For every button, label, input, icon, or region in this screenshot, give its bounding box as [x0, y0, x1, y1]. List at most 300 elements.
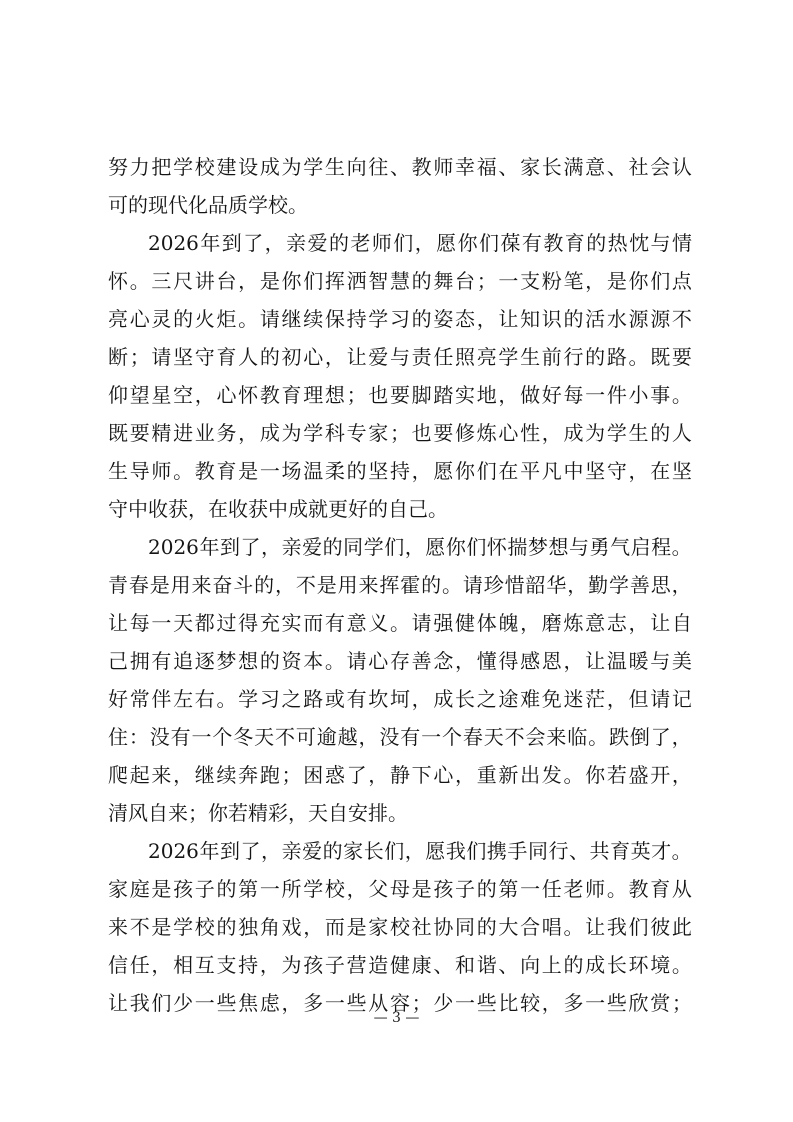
- text-segment: 教: [259, 383, 280, 407]
- text-segment: 开: [650, 763, 671, 787]
- text-segment: 一: [191, 725, 212, 749]
- text-segment: 在: [498, 459, 519, 483]
- text-segment: 理: [303, 383, 324, 407]
- text-segment: ，: [498, 383, 519, 407]
- text-segment: 了: [650, 725, 671, 749]
- text-segment: 要: [671, 345, 692, 369]
- text-segment: 静: [389, 763, 410, 787]
- text-segment: 勤: [588, 573, 609, 597]
- text-segment: 愿: [425, 535, 446, 559]
- text-segment: 有: [170, 725, 191, 749]
- text-segment: 请: [462, 573, 483, 597]
- text-segment: 向: [520, 953, 541, 977]
- text-segment: 意: [346, 611, 367, 635]
- text-segment: 启: [630, 535, 651, 559]
- text-segment: 协: [433, 915, 454, 939]
- text-segment: 意: [585, 155, 606, 179]
- text-segment: ，: [173, 763, 194, 787]
- text-segment: 师: [371, 231, 392, 255]
- text-segment: 一: [585, 383, 606, 407]
- text-segment: 之: [476, 687, 497, 711]
- text-segment: 断: [108, 345, 128, 369]
- text-segment: 。: [216, 687, 237, 711]
- text-segment: 学: [606, 421, 627, 445]
- text-segment: 义: [368, 611, 389, 635]
- page-number: — 3 —: [373, 1010, 420, 1026]
- text-segment: 同: [527, 839, 548, 863]
- text-line: 清风自来；你若精彩，天自安排。: [108, 801, 408, 825]
- text-segment: 没: [149, 725, 170, 749]
- text-segment: 持: [346, 307, 367, 331]
- text-segment: 每: [129, 611, 150, 635]
- text-segment: 智: [368, 269, 389, 293]
- text-segment: 向: [346, 155, 367, 179]
- text-segment: ，: [261, 839, 282, 863]
- text-segment: 存: [389, 649, 410, 673]
- text-segment: ，: [303, 915, 324, 939]
- text-segment: ，: [151, 953, 172, 977]
- text-segment: 每: [563, 383, 584, 407]
- text-segment: 伴: [151, 687, 172, 711]
- text-segment: 学: [173, 915, 194, 939]
- text-segment: 做: [520, 383, 541, 407]
- text-segment: 年: [199, 535, 220, 559]
- text-segment: 学: [363, 535, 384, 559]
- text-segment: 努: [108, 155, 128, 179]
- text-segment: ，: [238, 269, 259, 293]
- text-segment: 让: [346, 345, 367, 369]
- text-segment: 路: [606, 345, 627, 369]
- text-segment: 人: [238, 345, 259, 369]
- text-segment: 跌: [609, 725, 629, 749]
- text-segment: 支: [520, 269, 541, 293]
- text-segment: ，: [476, 307, 497, 331]
- text-segment: 任: [541, 877, 562, 901]
- text-segment: 多: [303, 991, 324, 1015]
- text-segment: ，: [346, 877, 367, 901]
- text-segment: 到: [221, 231, 242, 255]
- text-segment: 2026: [148, 231, 199, 255]
- text-segment: 洒: [346, 269, 367, 293]
- text-segment: 。: [324, 649, 345, 673]
- text-segment: 。: [173, 459, 194, 483]
- text-segment: 进: [173, 421, 194, 445]
- text-segment: 己: [108, 649, 128, 673]
- text-segment: 社: [628, 155, 649, 179]
- text-segment: 是: [238, 459, 259, 483]
- text-segment: 得: [238, 611, 259, 635]
- text-segment: 专: [346, 421, 367, 445]
- text-segment: 续: [216, 763, 237, 787]
- text-segment: 葆: [500, 231, 521, 255]
- text-segment: 台: [216, 269, 237, 293]
- text-segment: 心: [433, 763, 454, 787]
- text-segment: 才: [651, 839, 672, 863]
- text-line: [108, 946, 692, 984]
- text-segment: 的: [476, 877, 497, 901]
- text-segment: 请: [411, 611, 432, 635]
- text-segment: 你: [445, 535, 466, 559]
- text-segment: 你: [628, 269, 649, 293]
- text-segment: 们: [384, 839, 405, 863]
- text-segment: 。: [563, 763, 584, 787]
- text-segment: 讲: [194, 269, 215, 293]
- text-segment: 成: [585, 953, 606, 977]
- text-segment: 幸: [455, 155, 475, 179]
- text-line: [108, 604, 692, 642]
- text-segment: 都: [194, 611, 215, 635]
- text-segment: 梦: [527, 535, 548, 559]
- text-segment: 要: [433, 421, 454, 445]
- text-segment: 坷: [389, 687, 410, 711]
- text-segment: 魄: [498, 611, 519, 635]
- text-segment: 感: [520, 649, 541, 673]
- text-segment: 逾: [316, 725, 337, 749]
- text-segment: 实: [281, 611, 302, 635]
- text-segment: ，: [628, 611, 649, 635]
- text-segment: 揣: [507, 535, 528, 559]
- text-segment: 教: [628, 877, 649, 901]
- text-segment: ，: [368, 763, 389, 787]
- text-segment: 一: [498, 269, 519, 293]
- text-segment: 一: [259, 459, 280, 483]
- text-segment: 临: [567, 725, 588, 749]
- text-segment: ，: [404, 535, 425, 559]
- text-line: [108, 148, 692, 186]
- text-segment: 善: [411, 649, 432, 673]
- text-segment: 行: [563, 345, 584, 369]
- text-segment: 实: [455, 383, 475, 407]
- text-segment: 惜: [504, 573, 525, 597]
- text-segment: 亮: [108, 307, 128, 331]
- text-segment: 导: [129, 459, 150, 483]
- text-segment: 爱: [307, 231, 328, 255]
- text-segment: 你: [455, 459, 475, 483]
- text-segment: 为: [281, 421, 302, 445]
- text-segment: 让: [585, 649, 606, 673]
- text-segment: 的: [346, 459, 367, 483]
- text-segment: 们: [393, 231, 414, 255]
- text-line: [108, 376, 692, 414]
- text-segment: 路: [303, 687, 324, 711]
- text-segment: 、: [389, 155, 410, 179]
- text-segment: 务: [216, 421, 237, 445]
- text-segment: 的: [585, 345, 606, 369]
- text-segment: 识: [541, 307, 562, 331]
- text-line: [108, 338, 692, 376]
- text-segment: 同: [455, 915, 475, 939]
- text-segment: ；: [671, 991, 692, 1015]
- text-segment: 右: [194, 687, 215, 711]
- text-segment: 健: [389, 953, 410, 977]
- text-segment: 育: [610, 839, 631, 863]
- text-segment: 跑: [259, 763, 280, 787]
- text-segment: 守: [606, 459, 627, 483]
- text-segment: 习: [389, 307, 410, 331]
- text-segment: 青: [108, 573, 128, 597]
- text-segment: 手: [507, 839, 528, 863]
- text-segment: 长: [541, 155, 562, 179]
- text-segment: 唱: [541, 915, 562, 939]
- text-segment: 第: [238, 877, 259, 901]
- text-segment: 霍: [400, 573, 421, 597]
- text-segment: 年: [200, 231, 221, 255]
- text-segment: 少: [173, 991, 194, 1015]
- text-segment: 温: [303, 459, 324, 483]
- text-segment: 。: [563, 915, 584, 939]
- text-segment: 健: [455, 611, 475, 635]
- text-segment: 活: [585, 307, 606, 331]
- text-segment: 也: [411, 421, 432, 445]
- text-segment: 师: [585, 877, 606, 901]
- text-segment: 要: [129, 421, 150, 445]
- text-segment: 育: [564, 231, 585, 255]
- text-segment: ；: [411, 991, 432, 1015]
- text-segment: 不: [671, 307, 692, 331]
- text-line: [108, 756, 692, 794]
- text-segment: 让: [650, 611, 671, 635]
- text-segment: ，: [567, 573, 588, 597]
- text-segment: 既: [650, 345, 671, 369]
- text-segment: 从: [368, 991, 389, 1015]
- text-segment: 家: [520, 155, 541, 179]
- text-segment: ，: [194, 383, 215, 407]
- text-segment: 少: [433, 991, 454, 1015]
- text-segment: 愿: [425, 839, 446, 863]
- text-segment: 姿: [433, 307, 454, 331]
- text-segment: 善: [629, 573, 650, 597]
- text-segment: 为: [281, 155, 302, 179]
- text-segment: 们: [384, 535, 405, 559]
- text-segment: 守: [194, 345, 215, 369]
- text-segment: 们: [628, 915, 649, 939]
- text-segment: 2026: [148, 839, 199, 863]
- text-segment: 茫: [585, 687, 606, 711]
- text-segment: 持: [389, 459, 410, 483]
- text-segment: 。: [671, 535, 692, 559]
- text-segment: 难: [520, 687, 541, 711]
- paragraph-start-line: [148, 224, 692, 262]
- text-segment: 生: [108, 459, 128, 483]
- text-segment: ；: [281, 763, 302, 787]
- text-segment: 倒: [629, 725, 650, 749]
- paragraph-start-line: [148, 832, 692, 870]
- text-segment: 不: [504, 725, 525, 749]
- text-segment: 们: [466, 535, 487, 559]
- text-segment: 。: [671, 839, 692, 863]
- text-segment: 赏: [650, 991, 671, 1015]
- text-segment: 是: [259, 269, 280, 293]
- text-segment: 成: [433, 687, 454, 711]
- text-segment: 炼: [476, 421, 497, 445]
- text-segment: 想: [324, 383, 345, 407]
- text-segment: 大: [498, 915, 519, 939]
- text-segment: 住: [108, 725, 128, 749]
- text-segment: 。: [671, 953, 692, 977]
- text-segment: 而: [324, 915, 345, 939]
- text-line: [108, 870, 692, 908]
- text-segment: 环: [628, 953, 649, 977]
- text-segment: ，: [455, 763, 475, 787]
- text-segment: 火: [194, 307, 215, 331]
- text-segment: 育: [281, 383, 302, 407]
- text-segment: 柔: [324, 459, 345, 483]
- text-segment: 好: [541, 383, 562, 407]
- text-segment: 。: [628, 345, 649, 369]
- text-segment: 好: [108, 687, 128, 711]
- text-segment: 学: [173, 155, 194, 179]
- text-segment: 挥: [324, 269, 345, 293]
- text-segment: 信: [108, 953, 128, 977]
- text-segment: 春: [462, 725, 483, 749]
- text-segment: 业: [194, 421, 215, 445]
- text-segment: ，: [563, 649, 584, 673]
- text-segment: 小: [628, 383, 649, 407]
- text-segment: 记: [671, 687, 692, 711]
- text-segment: 些: [476, 991, 497, 1015]
- text-segment: 容: [389, 991, 410, 1015]
- text-segment: 家: [343, 839, 364, 863]
- text-segment: 康: [411, 953, 432, 977]
- text-segment: 学: [238, 687, 259, 711]
- text-segment: 想: [548, 535, 569, 559]
- text-segment: 从: [671, 877, 692, 901]
- text-segment: 成: [259, 421, 280, 445]
- text-segment: 教: [411, 155, 432, 179]
- text-segment: 些: [346, 991, 367, 1015]
- text-segment: 一: [324, 991, 345, 1015]
- text-segment: 也: [368, 383, 389, 407]
- text-line: 守中收获，在收获中成就更好的自己。: [108, 497, 448, 521]
- text-segment: 天: [173, 611, 194, 635]
- text-segment: 任: [129, 953, 150, 977]
- text-segment: 的: [476, 915, 497, 939]
- text-segment: 是: [606, 269, 627, 293]
- text-segment: 任: [433, 345, 454, 369]
- text-segment: 意: [585, 611, 606, 635]
- text-segment: ，: [671, 725, 692, 749]
- text-segment: 长: [363, 839, 384, 863]
- text-segment: 心: [498, 421, 519, 445]
- text-segment: 粉: [541, 269, 562, 293]
- text-segment: 有: [346, 687, 367, 711]
- text-segment: 坚: [585, 459, 606, 483]
- text-segment: 忱: [629, 231, 650, 255]
- text-segment: 怀: [486, 535, 507, 559]
- text-segment: 是: [411, 877, 432, 901]
- text-segment: 是: [151, 915, 172, 939]
- text-segment: 们: [466, 839, 487, 863]
- text-segment: 怀: [108, 269, 128, 293]
- text-segment: 父: [368, 877, 389, 901]
- text-segment: 舞: [433, 269, 454, 293]
- text-segment: 老: [350, 231, 371, 255]
- text-segment: 比: [498, 991, 519, 1015]
- text-segment: 的: [421, 573, 442, 597]
- text-segment: 韶: [525, 573, 546, 597]
- text-segment: ，: [585, 269, 606, 293]
- text-segment: 之: [281, 687, 302, 711]
- text-segment: 家: [368, 915, 389, 939]
- text-segment: 育: [650, 877, 671, 901]
- paragraph-start-line: [148, 528, 692, 566]
- text-segment: 请: [650, 687, 671, 711]
- text-segment: 天: [483, 725, 504, 749]
- text-segment: 学: [498, 345, 519, 369]
- text-segment: 爱: [302, 839, 323, 863]
- text-segment: 力: [129, 155, 150, 179]
- text-segment: 情: [671, 231, 692, 255]
- text-segment: 让: [498, 307, 519, 331]
- text-segment: 为: [585, 421, 606, 445]
- text-segment: 出: [520, 763, 541, 787]
- text-segment: 踏: [433, 383, 454, 407]
- text-segment: 子: [194, 877, 215, 901]
- text-segment: 不: [295, 573, 316, 597]
- text-segment: 春: [128, 573, 149, 597]
- text-segment: 灵: [151, 307, 172, 331]
- text-segment: 持: [238, 953, 259, 977]
- text-segment: 不: [129, 915, 150, 939]
- text-segment: 戏: [281, 915, 302, 939]
- text-segment: 师: [151, 459, 172, 483]
- text-segment: 、: [606, 155, 627, 179]
- text-segment: ；: [129, 345, 150, 369]
- text-segment: 同: [343, 535, 364, 559]
- text-segment: 携: [486, 839, 507, 863]
- text-segment: 追: [173, 649, 194, 673]
- text-segment: 师: [433, 155, 454, 179]
- text-segment: 育: [216, 459, 237, 483]
- text-segment: 有: [324, 611, 345, 635]
- text-segment: 新: [498, 763, 519, 787]
- text-segment: 华: [546, 573, 567, 597]
- text-segment: 谐: [476, 953, 497, 977]
- text-segment: 坚: [368, 459, 389, 483]
- text-segment: 继: [281, 307, 302, 331]
- text-segment: 与: [569, 535, 589, 559]
- text-segment: 造: [368, 953, 389, 977]
- text-segment: 越: [337, 725, 358, 749]
- text-segment: 坎: [368, 687, 389, 711]
- text-segment: 愿: [436, 231, 457, 255]
- text-segment: 空: [173, 383, 194, 407]
- text-segment: 设: [238, 155, 259, 179]
- text-segment: 一: [520, 877, 541, 901]
- text-segment: 的: [650, 421, 671, 445]
- text-line: [108, 262, 692, 300]
- text-segment: 水: [606, 307, 627, 331]
- text-segment: 成: [563, 421, 584, 445]
- text-segment: 英: [630, 839, 651, 863]
- text-segment: 坚: [173, 345, 194, 369]
- text-segment: 没: [379, 725, 400, 749]
- text-segment: 校: [389, 915, 410, 939]
- text-segment: 脚: [411, 383, 432, 407]
- text-segment: 仰: [108, 383, 128, 407]
- text-segment: 社: [411, 915, 432, 939]
- text-segment: 的: [259, 345, 280, 369]
- text-segment: 而: [303, 611, 324, 635]
- text-segment: 途: [498, 687, 519, 711]
- text-segment: 独: [238, 915, 259, 939]
- text-segment: 家: [108, 877, 128, 901]
- text-segment: 境: [650, 953, 671, 977]
- text-segment: 懂: [476, 649, 497, 673]
- text-segment: 与: [389, 345, 410, 369]
- text-segment: 有: [521, 231, 542, 255]
- text-segment: ，: [259, 953, 280, 977]
